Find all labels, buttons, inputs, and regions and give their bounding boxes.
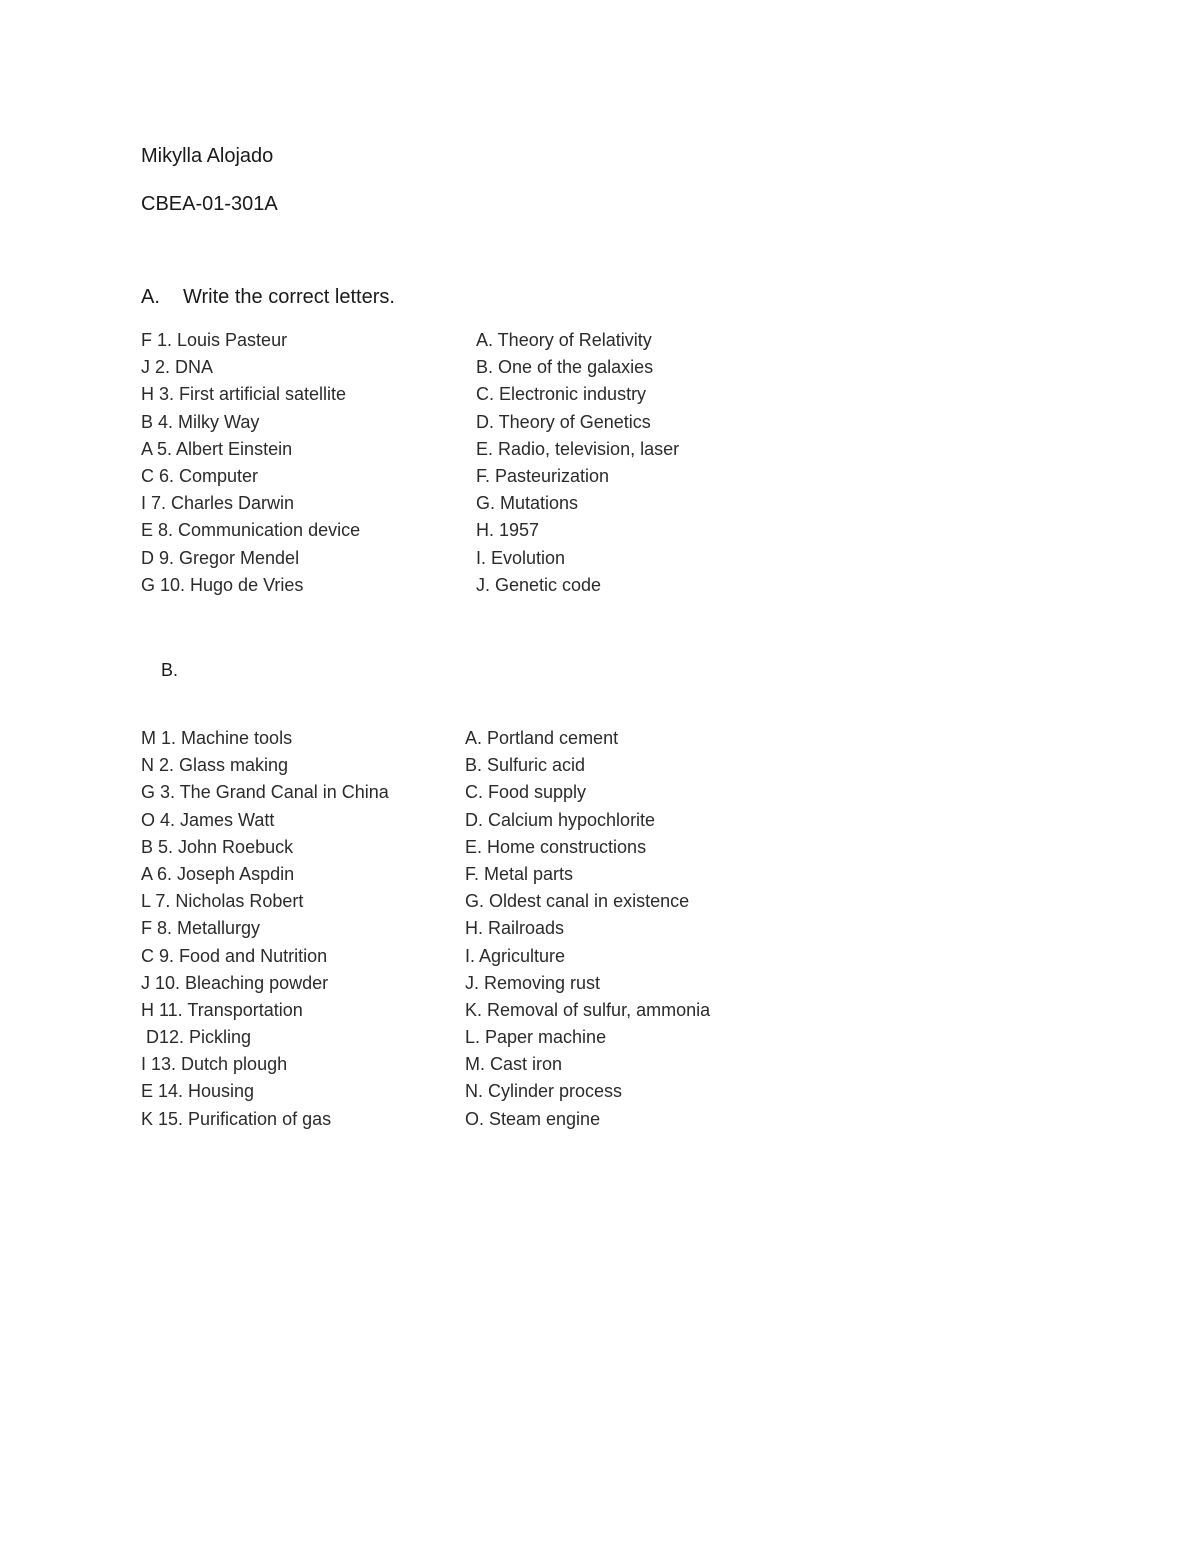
list-item: B. Sulfuric acid <box>465 755 586 776</box>
list-item: F 8. Metallurgy <box>141 918 261 939</box>
list-item: E 8. Communication device <box>141 520 361 541</box>
section-a-letter: A. <box>141 286 160 308</box>
list-item: L 7. Nicholas Robert <box>141 891 304 912</box>
list-item: J. Removing rust <box>465 972 601 993</box>
list-item: O. Steam engine <box>465 1108 601 1129</box>
section-a-instruction: Write the correct letters. <box>183 286 395 308</box>
list-item: G. Oldest canal in existence <box>465 891 690 912</box>
list-item: I. Evolution <box>476 547 566 568</box>
list-item: J. Genetic code <box>476 574 602 595</box>
list-item: A. Portland cement <box>465 728 619 748</box>
list-item: H. 1957 <box>476 520 540 541</box>
list-item: E 14. Housing <box>141 1081 255 1102</box>
list-item: O 4. James Watt <box>141 809 275 830</box>
list-item: C 6. Computer <box>141 465 259 486</box>
list-item: D12. Pickling <box>141 1027 252 1048</box>
list-item: E. Home constructions <box>465 836 647 857</box>
list-item: I 13. Dutch plough <box>141 1054 288 1075</box>
list-item: H. Railroads <box>465 918 565 939</box>
list-item: K. Removal of sulfur, ammonia <box>465 999 711 1020</box>
list-item: M 1. Machine tools <box>141 728 293 748</box>
list-item: F. Metal parts <box>465 863 574 884</box>
list-item: C. Food supply <box>465 782 587 803</box>
list-item: J 10. Bleaching powder <box>141 972 329 993</box>
list-item: D 9. Gregor Mendel <box>141 547 300 568</box>
list-item: D. Calcium hypochlorite <box>465 809 656 830</box>
section-a-answers-list <box>141 327 360 599</box>
list-item: B 5. John Roebuck <box>141 836 294 857</box>
section-b-heading: B. <box>161 660 179 680</box>
list-item: I. Agriculture <box>465 945 566 966</box>
section-a-heading <box>141 284 395 310</box>
list-item: G 3. The Grand Canal in China <box>141 782 389 803</box>
section-b-answers-list <box>141 725 389 1133</box>
section-b-choices-list <box>465 725 710 1133</box>
list-item: H 11. Transportation <box>141 999 303 1020</box>
list-item: C 9. Food and Nutrition <box>141 945 328 966</box>
list-item: A. Theory of Relativity <box>476 330 652 350</box>
list-item: B. One of the galaxies <box>476 357 654 378</box>
list-item: E. Radio, television, laser <box>476 438 680 459</box>
list-item: D. Theory of Genetics <box>476 411 651 432</box>
list-item: N. Cylinder process <box>465 1081 623 1102</box>
list-item: B 4. Milky Way <box>141 411 260 432</box>
list-item: L. Paper machine <box>465 1027 607 1048</box>
section-a-choices-list <box>476 327 679 599</box>
section-code: CBEA-01-301A <box>141 193 278 215</box>
list-item: I 7. Charles Darwin <box>141 493 295 514</box>
list-item: G. Mutations <box>476 493 579 514</box>
list-item: N 2. Glass making <box>141 755 289 776</box>
list-item: A 5. Albert Einstein <box>141 438 293 459</box>
list-item: M. Cast iron <box>465 1054 563 1075</box>
list-item: F. Pasteurization <box>476 465 610 486</box>
list-item: C. Electronic industry <box>476 384 647 405</box>
list-item: F 1. Louis Pasteur <box>141 330 288 350</box>
student-name: Mikylla Alojado <box>141 145 274 167</box>
list-item: G 10. Hugo de Vries <box>141 574 304 595</box>
list-item: K 15. Purification of gas <box>141 1108 332 1129</box>
list-item: J 2. DNA <box>141 357 214 378</box>
list-item: H 3. First artificial satellite <box>141 384 347 405</box>
list-item: A 6. Joseph Aspdin <box>141 863 295 884</box>
